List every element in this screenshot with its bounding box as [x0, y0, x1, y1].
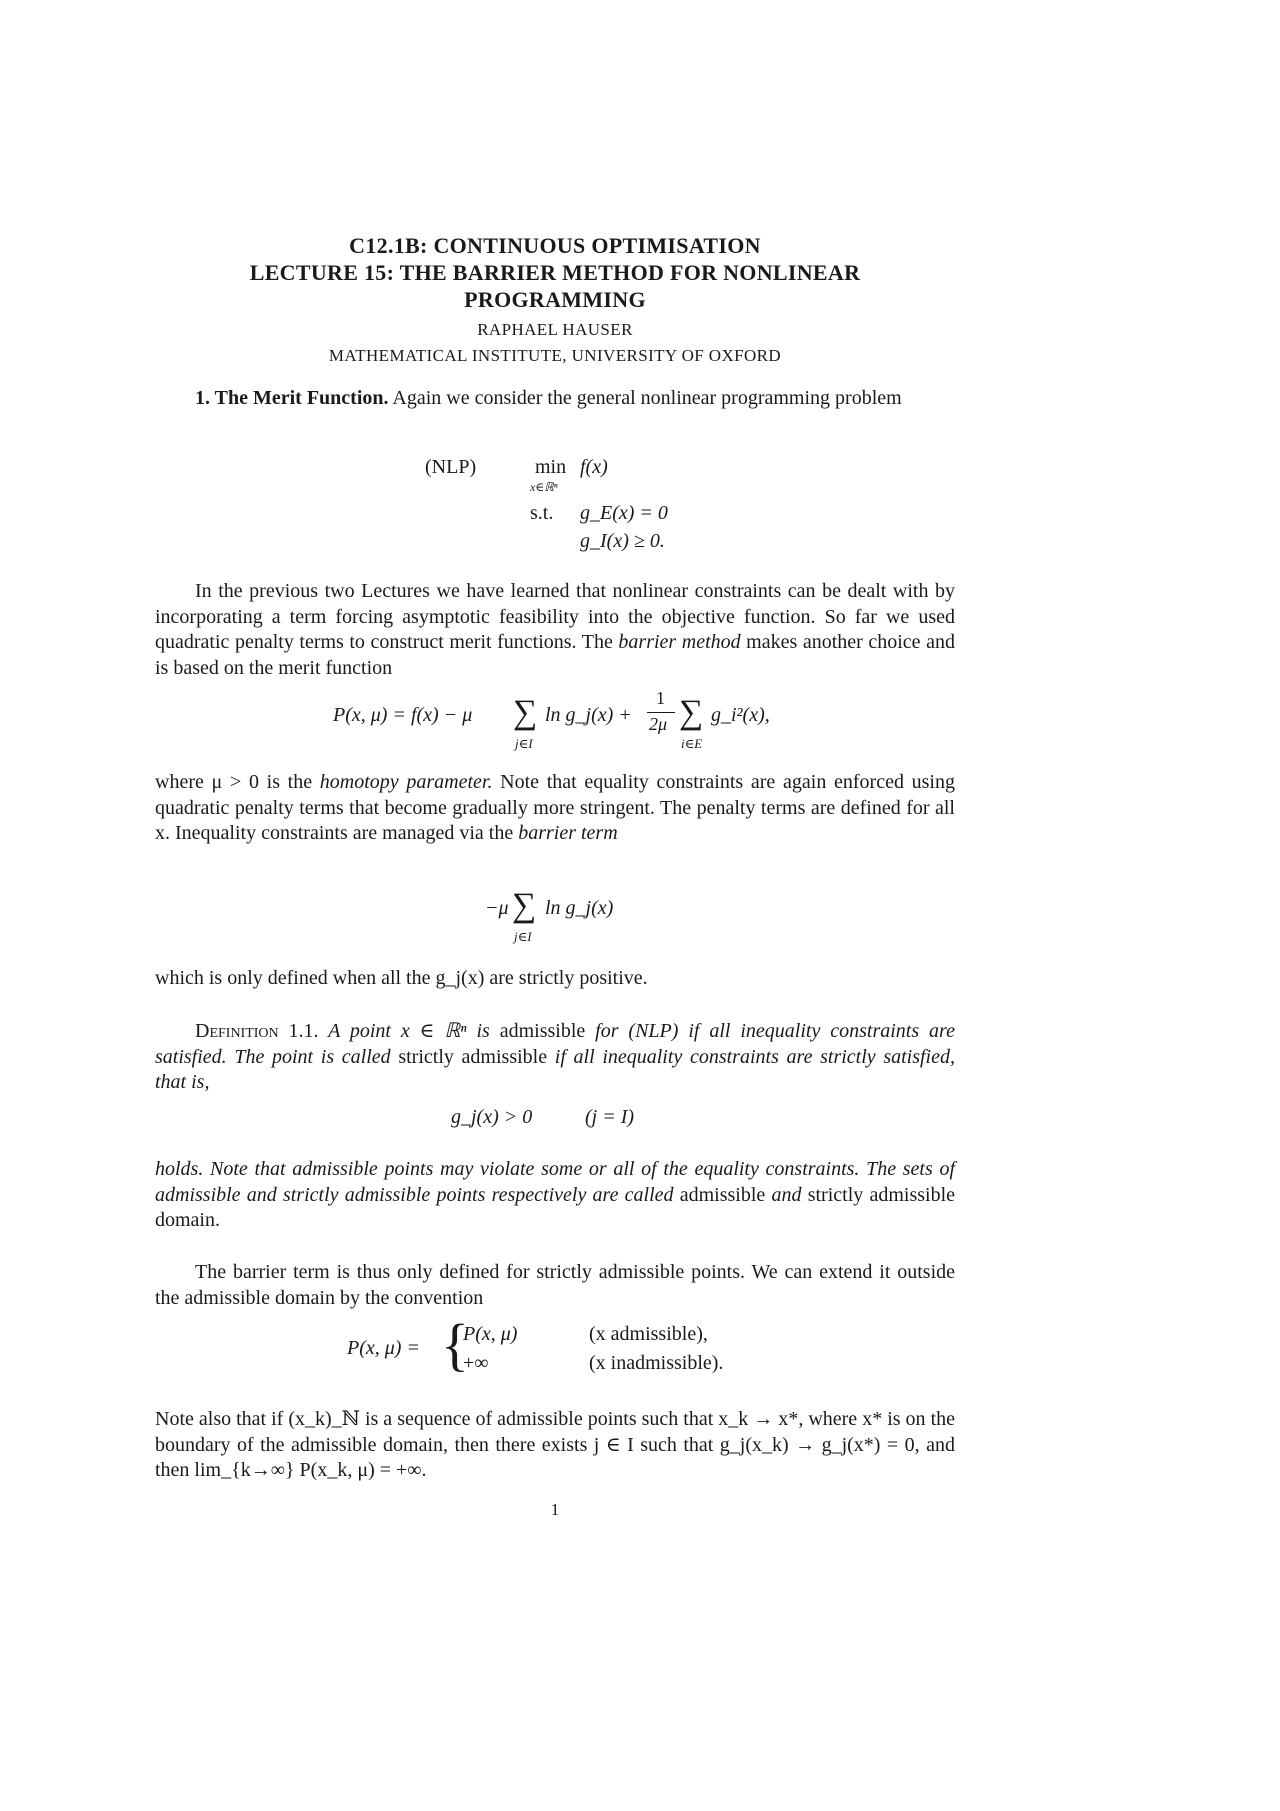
paragraph-7: Note also that if (x_k)_ℕ is a sequence of admissible points such that x_k → x*, where x* is on the boundary of the admissible domain, then there exists j ∈ I such that g_j(x_k) → g_j(x*) = 0, and then lim_{k→∞} P(x_k, μ) = +∞.: [155, 1408, 955, 1482]
def-c: for (NLP) if all inequality constraints are satisfied. The point is called: [155, 1020, 955, 1068]
title-line-2: LECTURE 15: THE BARRIER METHOD FOR NONLINEAR: [249, 260, 861, 285]
ineq-constraint: g_I(x) ≥ 0.: [580, 530, 665, 552]
p3-a: where μ > 0 is the: [155, 771, 320, 793]
p2-text-b: makes another choice and is based on the merit function: [155, 631, 955, 679]
barrier-sum-subscript: j∈I: [514, 929, 532, 944]
case-1-condition: (x admissible),: [589, 1323, 708, 1345]
paragraph-2: [155, 579, 955, 681]
case-1-value: P(x, μ): [463, 1323, 518, 1345]
p5-strictly-admissible: strictly admissible domain.: [155, 1183, 956, 1232]
sum-symbol-2: ∑: [679, 694, 704, 731]
intro-text: Again we consider the general nonlinear programming problem: [392, 387, 902, 409]
merit-lhs: P(x, μ) = f(x) − μ: [333, 704, 473, 726]
eq-constraint: g_E(x) = 0: [580, 502, 668, 524]
section-heading: 1. The Merit Function.: [195, 387, 389, 409]
definition-1-1: [155, 1019, 955, 1096]
paragraph-4: which is only defined when all the g_j(x) are strictly positive.: [155, 967, 648, 989]
def-strictly-admissible: strictly admissible: [398, 1045, 548, 1068]
def-eq-lhs: g_j(x) > 0: [451, 1106, 533, 1128]
fraction-numerator: 1: [656, 688, 665, 708]
log-term: ln g_j(x) +: [545, 704, 632, 726]
nlp-min: [535, 456, 566, 479]
section-1-intro: [155, 386, 955, 412]
affiliation: MATHEMATICAL INSTITUTE, UNIVERSITY OF OXFORD: [328, 346, 782, 365]
author: RAPHAEL HAUSER: [477, 320, 633, 339]
def-e: if all inequality constraints are strictly satisfied, that is,: [155, 1045, 955, 1094]
case-2-value: +∞: [463, 1352, 489, 1374]
paragraph-3: [155, 770, 955, 847]
paragraph-6: The barrier term is thus only defined for strictly admissible points. We can extend it outside the admissible domain by the convention: [155, 1261, 955, 1309]
barrier-lhs: −μ: [485, 897, 509, 919]
paper-title: [155, 232, 955, 313]
min-subscript: x∈ℝⁿ: [530, 480, 558, 494]
case-lhs: P(x, μ) =: [347, 1337, 420, 1359]
title-line-1: C12.1B: CONTINUOUS OPTIMISATION: [349, 233, 761, 258]
nlp-objective: f(x): [580, 456, 608, 478]
barrier-sum-symbol: ∑: [512, 887, 537, 924]
definition-label: Definition 1.1.: [195, 1020, 319, 1042]
sum-1-subscript: j∈I: [515, 736, 533, 751]
page-number: 1: [550, 1500, 560, 1519]
homotopy-term: homotopy parameter.: [319, 771, 493, 793]
st-label: s.t.: [530, 502, 554, 524]
fraction-bar: [647, 712, 675, 713]
barrier-log-term: ln g_j(x): [545, 897, 614, 919]
min-operator: min: [535, 456, 567, 478]
def-a: A point x ∈ ℝⁿ is: [318, 1020, 500, 1042]
p2-text-a: In the previous two Lectures we have learned that nonlinear constraints can be dealt with by incorporating a term forcing asymptotic feasibility into the objective function. So far we used quadratic penalty terms to construct merit functions. The: [155, 580, 955, 654]
fraction-denominator: 2μ: [649, 714, 668, 734]
left-brace: {: [441, 1312, 469, 1377]
p5-admissible: admissible: [679, 1183, 766, 1206]
title-line-3: PROGRAMMING: [464, 287, 646, 312]
def-eq-rhs: (j = I): [585, 1106, 635, 1128]
barrier-term-label: barrier term: [518, 822, 618, 845]
case-2-condition: (x inadmissible).: [589, 1352, 724, 1374]
sum-2-subscript: i∈E: [681, 736, 703, 751]
p3-c: Note that equality constraints are again enforced using quadratic penalty terms that become gradually more stringent. The penalty terms are defined for all x. Inequality constraints are managed via the: [155, 771, 955, 845]
barrier-method-term: barrier method: [618, 631, 741, 654]
nlp-label: (NLP): [425, 456, 477, 478]
sum-symbol-1: ∑: [513, 694, 538, 731]
p5-c: and: [765, 1183, 808, 1206]
p5-a: holds. Note that admissible points may violate some or all of the equality constraints. The sets of admissible and strictly admissible points respectively are called: [155, 1158, 955, 1206]
squared-term: g_i²(x),: [711, 704, 770, 726]
def-admissible: admissible: [499, 1020, 586, 1042]
paragraph-5: [155, 1157, 955, 1234]
